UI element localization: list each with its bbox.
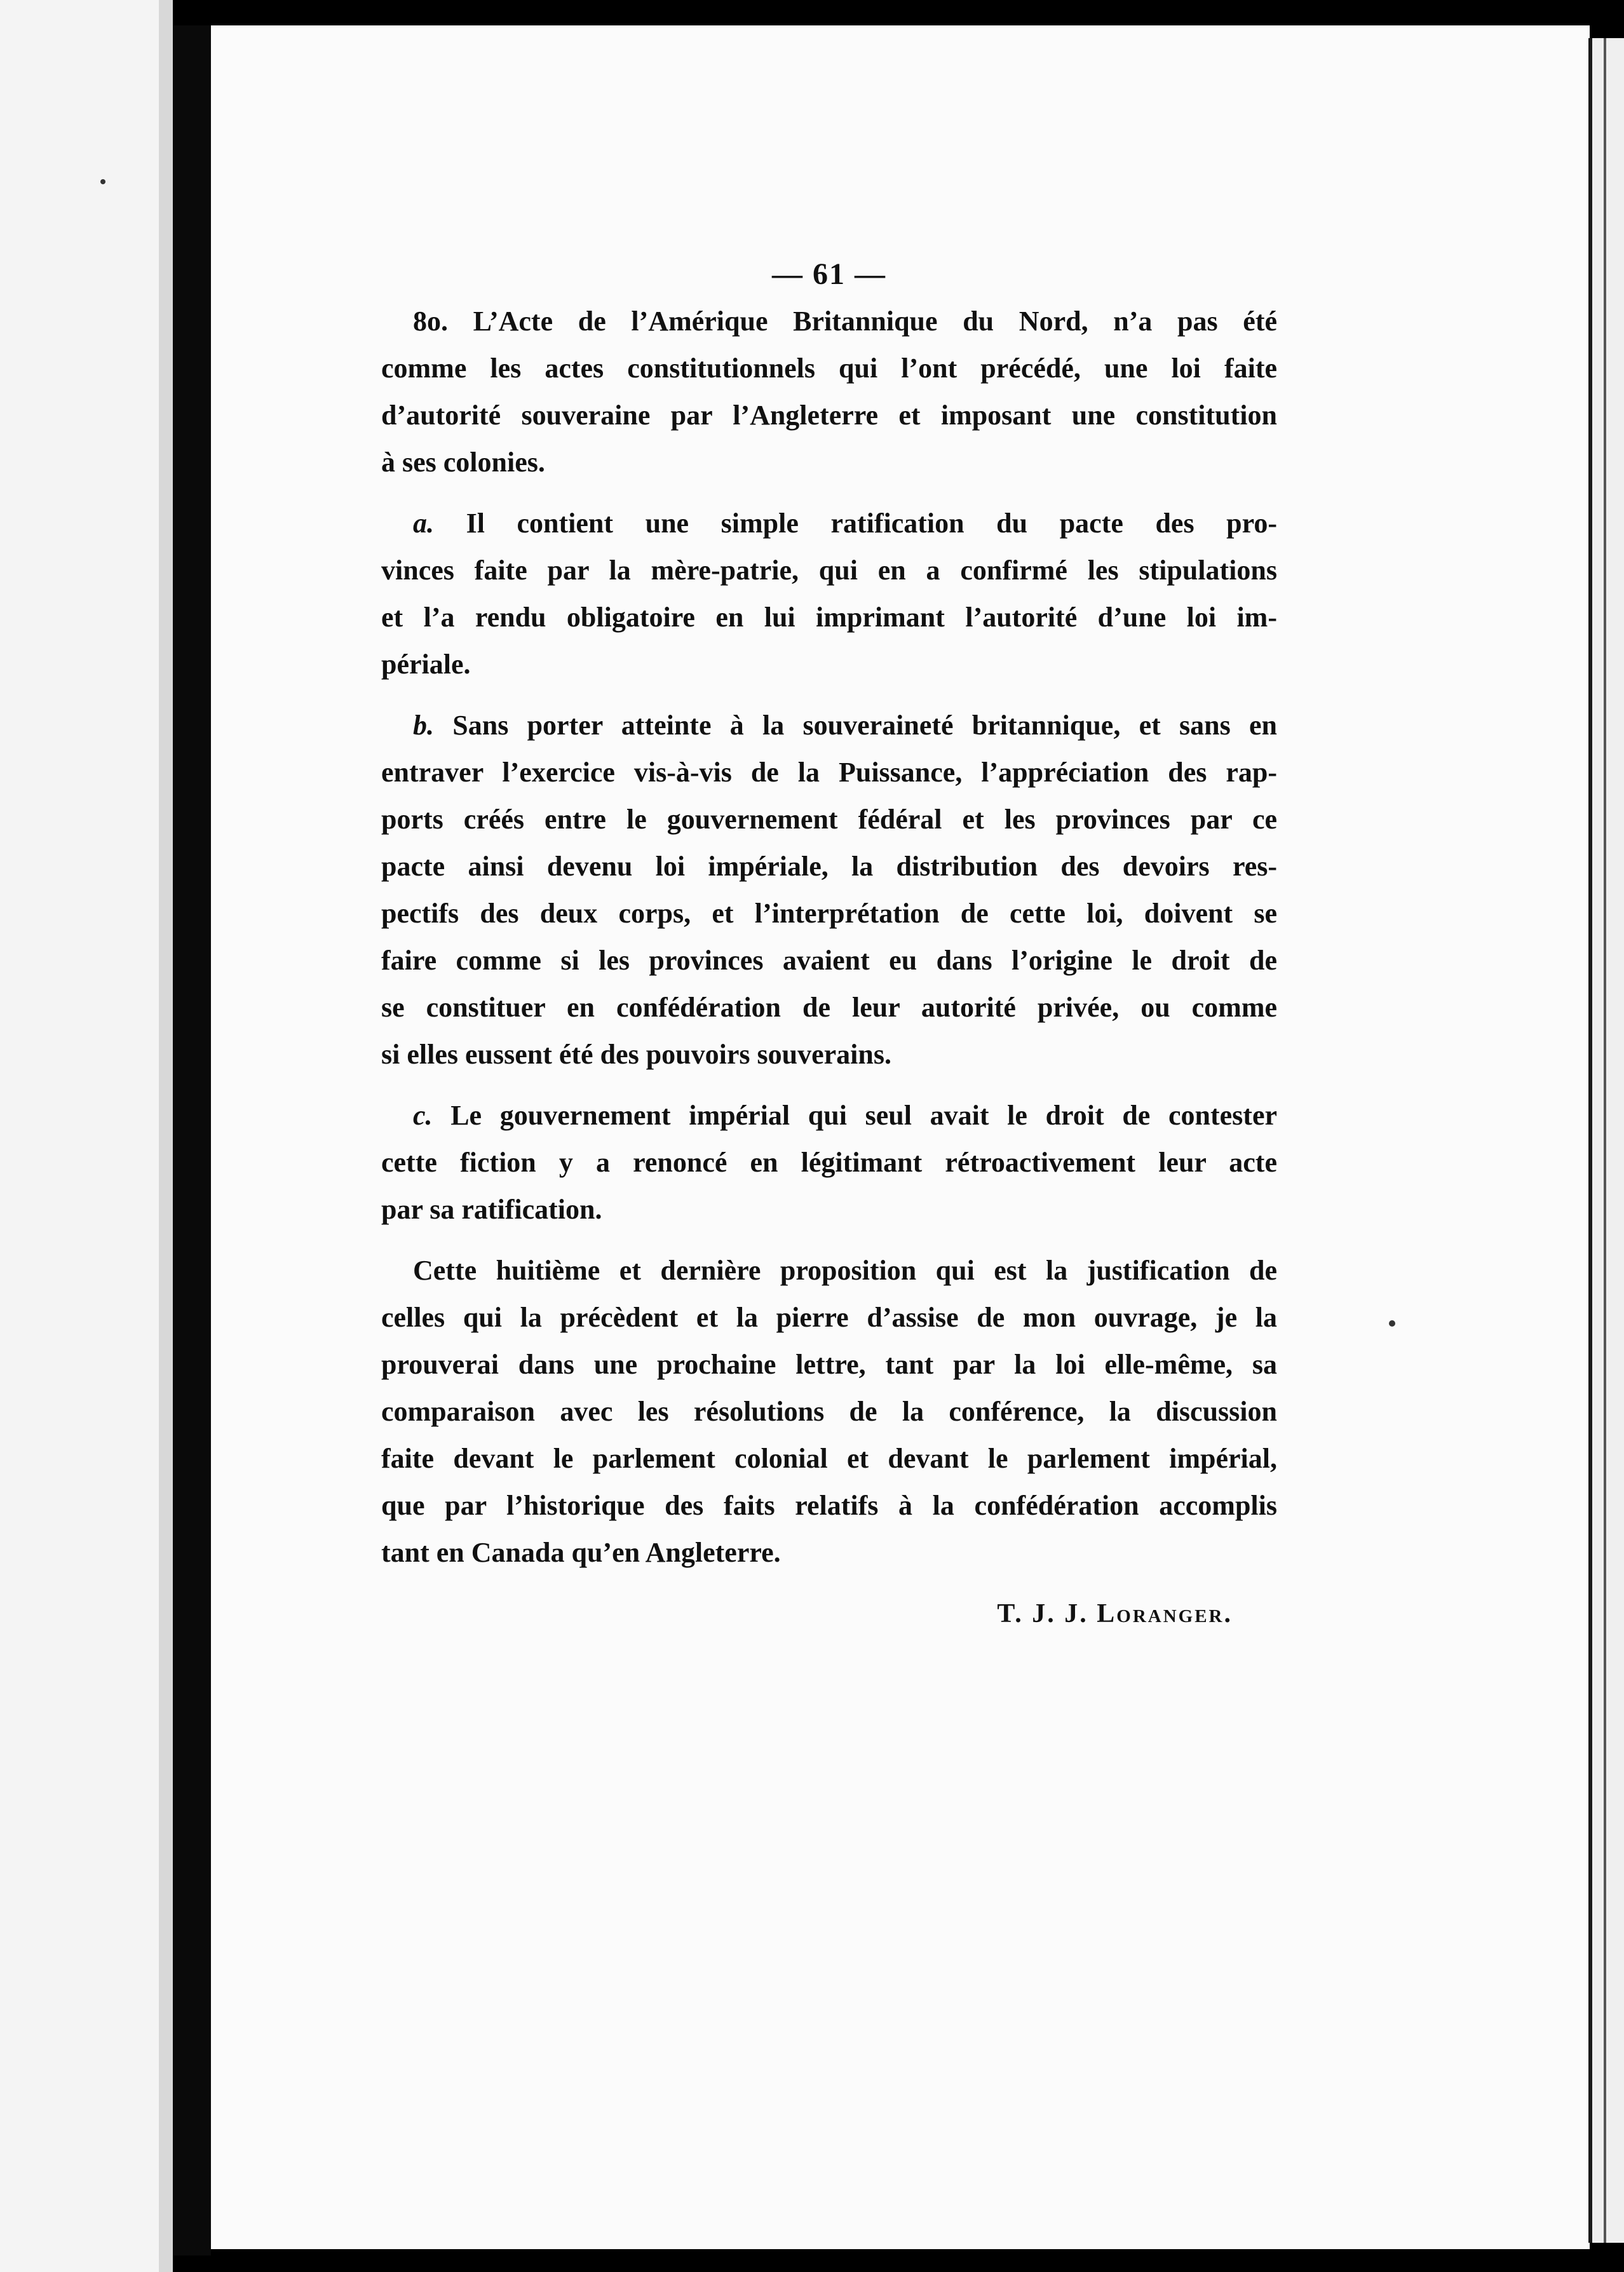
text-line-body: Il contient une simple ratification du pacte des pro- [466, 508, 1277, 539]
text-line: que par l’historique des faits relatifs à la confédération accomplis [381, 1490, 1277, 1521]
text-line: périale. [381, 649, 471, 680]
text-line: Cette huitième et dernière proposition qui est la justification de [413, 1255, 1277, 1286]
text-line: comparaison avec les résolutions de la conférence, la discussion [381, 1396, 1277, 1427]
paragraph-b [381, 702, 1277, 1078]
text-line: comme les actes constitutionnels qui l’ont précédé, une loi faite [381, 353, 1277, 384]
text-line: se constituer en confédération de leur autorité privée, ou comme [381, 992, 1277, 1023]
page-text [381, 251, 1277, 1637]
text-line [381, 1092, 1277, 1139]
text-line: pacte ainsi devenu loi impériale, la distribution des devoirs res- [381, 851, 1277, 882]
paragraph-conclusion [381, 1247, 1277, 1576]
text-line: celles qui la précèdent et la pierre d’assise de mon ouvrage, je la [381, 1302, 1277, 1333]
text-line: vinces faite par la mère-patrie, qui en a confirmé les stipulations [381, 555, 1277, 586]
text-line: si elles eussent été des pouvoirs souverains. [381, 1039, 891, 1070]
signature-text: T. J. J. Loranger. [997, 1599, 1233, 1628]
text-line: d’autorité souveraine par l’Angleterre et imposant une constitution [381, 400, 1277, 431]
text-line [381, 702, 1277, 749]
previous-page-edge [0, 0, 173, 2272]
paragraph-c [381, 1092, 1277, 1233]
text-line: ports créés entre le gouvernement fédéral et les provinces par ce [381, 804, 1277, 835]
text-line-body: Sans porter atteinte à la souveraineté britannique, et sans en [452, 710, 1278, 741]
text-line-body: Le gouvernement impérial qui seul avait le droit de contester [450, 1100, 1278, 1131]
page-right-edge [1588, 38, 1624, 2243]
text-line: faite devant le parlement colonial et devant le parlement impérial, [381, 1443, 1277, 1474]
paragraph-8o [381, 298, 1277, 486]
text-line: entraver l’exercice vis-à-vis de la Puissance, l’appréciation des rap- [381, 757, 1277, 788]
text-line [381, 500, 1277, 547]
page-number: — 61 — [772, 257, 886, 291]
speck-mark [100, 179, 105, 184]
paragraph-a [381, 500, 1277, 688]
text-line: tant en Canada qu’en Angleterre. [381, 1537, 781, 1568]
text-line: cette fiction y a renoncé en légitimant rétroactivement leur acte [381, 1147, 1277, 1178]
text-line: prouverai dans une prochaine lettre, tant par la loi elle-même, sa [381, 1349, 1277, 1380]
item-letter: a. [413, 508, 434, 539]
text-line: et l’a rendu obligatoire en lui imprimant l’autorité d’une loi im- [381, 602, 1277, 633]
speck-mark [1389, 1320, 1395, 1327]
item-letter: b. [413, 710, 434, 741]
book-gutter [173, 25, 211, 2255]
author-signature [381, 1590, 1277, 1637]
text-line: pectifs des deux corps, et l’interprétation de cette loi, doivent se [381, 898, 1277, 929]
text-line: par sa ratification. [381, 1194, 602, 1225]
text-line: à ses colonies. [381, 447, 545, 478]
item-letter: c. [413, 1100, 433, 1131]
text-line: faire comme si les provinces avaient eu dans l’origine le droit de [381, 945, 1277, 976]
text-line: 8o. L’Acte de l’Amérique Britannique du Nord, n’a pas été [413, 306, 1277, 337]
